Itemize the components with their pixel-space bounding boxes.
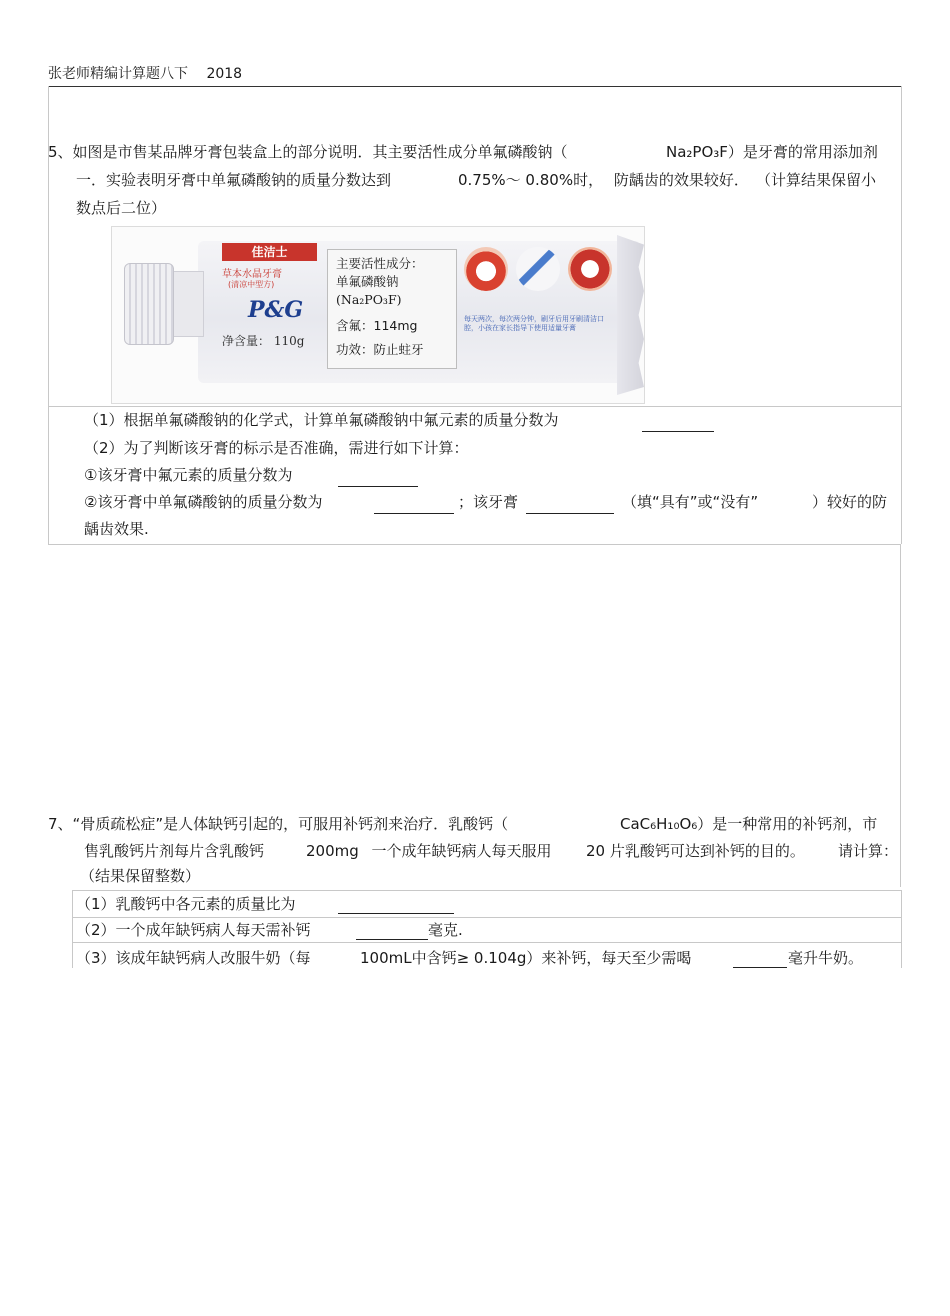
q5-line-1-right — [666, 142, 878, 162]
doc-header — [48, 64, 242, 84]
q5-line-2-right — [756, 170, 876, 190]
q5-sub-2 — [84, 438, 469, 458]
brand-band: 佳洁士 — [222, 243, 317, 261]
label-title-1: 主要活性成分： — [336, 256, 424, 271]
net-label: 净含量： — [222, 334, 271, 348]
q5-sub-1 — [84, 410, 559, 430]
ingredient-label — [327, 249, 457, 369]
q5-sub4-d: ）较好的防 — [812, 493, 888, 511]
q5-line-1 — [48, 142, 568, 162]
q7-sub-3 — [76, 948, 311, 968]
q5-sub-4-c — [622, 492, 758, 512]
tube-crimped-end — [617, 235, 644, 395]
q5-sub-3 — [84, 465, 292, 485]
q7-sub2-unit: 毫克. — [428, 921, 463, 939]
q5-answer-2-blank[interactable] — [338, 471, 418, 487]
q7-sub-3-b — [360, 948, 691, 968]
q5-line2-range: 0.75%～ 0.80%时， — [458, 171, 604, 189]
q5-sub4-b: ；该牙膏 — [458, 493, 519, 511]
q7-sub-3-unit — [788, 948, 863, 968]
q7-sub-2-unit — [428, 920, 463, 940]
q7-line-2-b — [306, 841, 552, 861]
q7-sub3-a: （3）该成年缺钙病人改服牛奶（每 — [76, 949, 311, 967]
q5-sub1-text: （1）根据单氟磷酸钠的化学式，计算单氟磷酸钠中氟元素的质量分数为 — [84, 411, 559, 429]
q7-line3: （结果保留整数） — [80, 867, 201, 885]
q5-sub-5 — [84, 519, 149, 539]
q5-line2-a: 一．实验表明牙膏中单氟磷酸钠的质量分数达到 — [76, 171, 392, 189]
q7-answer-3-blank[interactable] — [733, 952, 787, 968]
brand-subtitle-2: (清凉中型方) — [228, 280, 275, 289]
q7-line2-b: 200mg — [306, 842, 359, 860]
net-content — [222, 332, 304, 349]
q5-answer-4-blank[interactable] — [526, 498, 614, 514]
q7-sub2-text: （2）一个成年缺钙病人每天需补钙 — [76, 921, 311, 939]
q7-line-3 — [80, 866, 200, 886]
q7-sub3-b: 100mL中含钙≥ 0.104g）来补钙，每天至少需喝 — [360, 949, 692, 967]
q5-line2-c: （计算结果保留小 — [756, 171, 877, 189]
q7-formula: CaC₆H₁₀O₆ — [620, 815, 698, 833]
q7-line2-d: 20 片乳酸钙可达到补钙的目的。 — [586, 842, 805, 860]
q5-line3: 数点后二位） — [76, 199, 167, 217]
q5-sub4-a: ②该牙膏中单氟磷酸钠的质量分数为 — [84, 493, 323, 511]
q5-line-2 — [76, 170, 391, 190]
q5-sub2-text: （2）为了判断该牙膏的标示是否准确，需进行如下计算： — [84, 439, 469, 457]
header-title: 张老师精编计算题八下 — [48, 66, 188, 82]
q5-formula: Na₂PO₃F — [666, 143, 728, 161]
header-year: 2018 — [206, 66, 243, 82]
q5-line-2-mid — [458, 170, 749, 190]
net-value: 110g — [273, 334, 305, 348]
q7-line2-e: 请计算： — [838, 842, 899, 860]
label-content: 含氟：114mg — [336, 318, 418, 333]
q7-line2-a: 售乳酸钙片剂每片含乳酸钙 — [84, 842, 265, 860]
q7-line-1-right — [620, 814, 877, 834]
q7-sub3-unit: 毫升牛奶。 — [788, 949, 864, 967]
q5-line-3 — [76, 198, 166, 218]
q7-answer-2-blank[interactable] — [356, 924, 428, 940]
q5-line1-b: ）是牙膏的常用添加剂 — [727, 143, 878, 161]
q5-sub-4-d — [812, 492, 887, 512]
toothbrush-icon — [516, 247, 560, 291]
tooth-illustrations — [464, 247, 614, 307]
q7-sub-2 — [76, 920, 311, 940]
q7-sub1-text: （1）乳酸钙中各元素的质量比为 — [76, 895, 296, 913]
mouth-icon — [568, 247, 612, 291]
q7-line-2-d — [586, 841, 805, 861]
q5-line2-b: 防龋齿的效果较好． — [613, 171, 749, 189]
q5-sub-4-b — [458, 492, 518, 512]
q7-line-2-e — [838, 841, 898, 861]
q5-line1-a: 5、如图是市售某品牌牙膏包装盒上的部分说明．其主要活性成分单氟磷酸钠（ — [48, 143, 568, 161]
usage-instructions: 每天两次，每次两分钟，刷牙后用牙刷清洁口腔，小孩在家长指导下使用适量牙膏 — [464, 315, 604, 332]
tube-neck — [170, 271, 204, 337]
q5-answer-1-blank[interactable] — [642, 416, 714, 432]
q7-line-1 — [48, 814, 508, 834]
q5-sub-4 — [84, 492, 322, 512]
q7-frame-top — [48, 544, 901, 887]
q7-answer-1-blank[interactable] — [338, 898, 454, 914]
pg-logo: P&G — [248, 297, 304, 323]
q5-sub5-text: 龋齿效果. — [84, 520, 149, 538]
q5-sub4-c: （填“具有”或“没有” — [622, 493, 759, 511]
label-effect: 功效：防止蛀牙 — [336, 342, 424, 357]
q7-line-2 — [84, 841, 264, 861]
tube-cap — [124, 263, 174, 345]
teeth-icon — [464, 247, 508, 291]
brand-subtitle: 草本水晶牙膏 — [222, 269, 282, 280]
label-formula: (Na₂PO₃F) — [336, 292, 402, 307]
toothpaste-image — [111, 226, 645, 404]
q7-line1-b: ）是一种常用的补钙剂，市 — [697, 815, 878, 833]
q7-sub-1 — [76, 894, 296, 914]
q7-line1-a: 7、“骨质疏松症”是人体缺钙引起的，可服用补钙剂来治疗．乳酸钙（ — [48, 815, 509, 833]
q7-line2-c: 一个成年缺钙病人每天服用 — [371, 842, 552, 860]
label-title-2: 单氟磷酸钠 — [336, 274, 399, 289]
q5-sub3-text: ①该牙膏中氟元素的质量分数为 — [84, 466, 293, 484]
q5-answer-3-blank[interactable] — [374, 498, 454, 514]
